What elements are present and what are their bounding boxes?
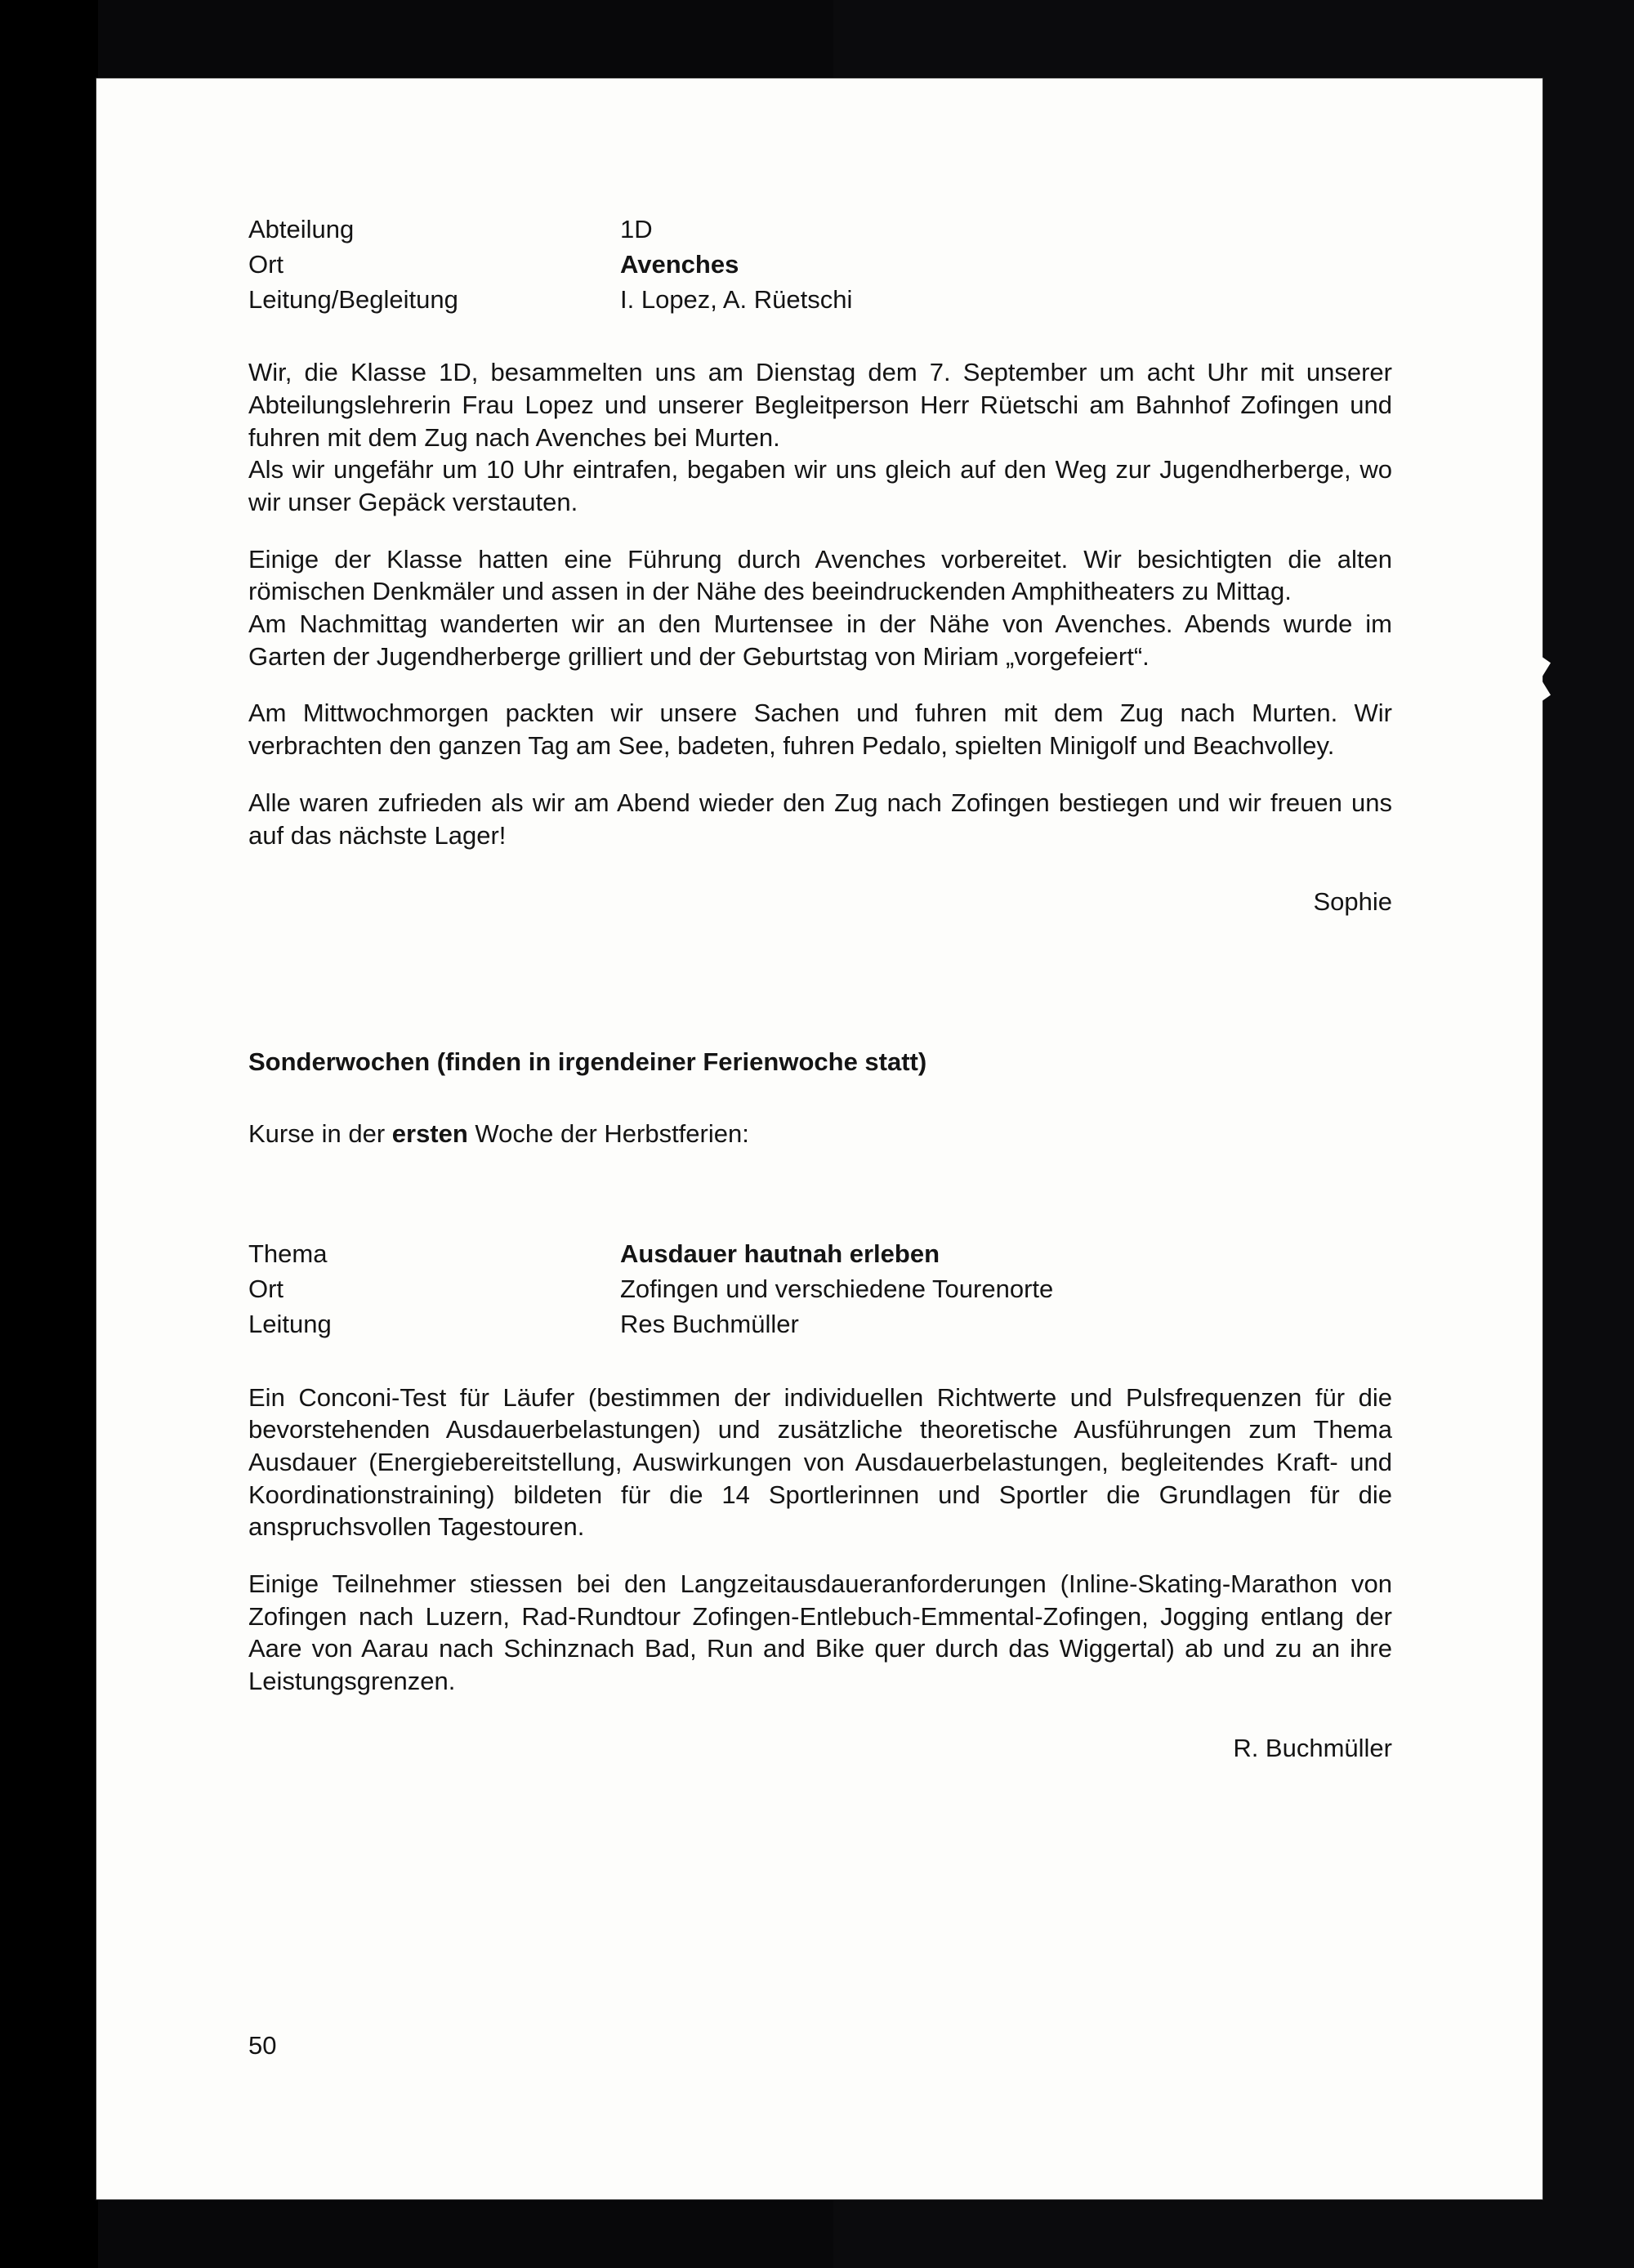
meta-label: Leitung [248,1309,332,1338]
lead-paragraph [248,1119,1392,1149]
meta-value: Zofingen und verschiedene Tourenorte [620,1274,1054,1303]
page-content [248,214,1392,1763]
table-row [248,1239,1392,1274]
paragraph: Einige Teilnehmer stiessen bei den Langzeitausdaueranforderungen (Inline-Skating-Marathon von Zofingen nach Luzern, Rad-Rundtour Zofingen-Entlebuch-Emmental-Zofingen, Jogging entlang der Aare von Aarau nach Schinznach Bad, Run and Bike quer durch das Wiggertal) ab und zu an ihre Leistungsgrenzen. [248,1569,1392,1695]
table-row [248,1309,1392,1344]
report-meta-table-1 [248,214,1392,319]
meta-label: Abteilung [248,215,355,243]
section-heading: Sonderwochen (finden in irgendeiner Ferienwoche statt) [248,1047,927,1077]
meta-label: Thema [248,1239,328,1269]
signature: Sophie [1313,887,1392,917]
signature: R. Buchmüller [1233,1733,1392,1762]
table-row [248,249,1392,284]
meta-value: Ausdauer hautnah erleben [620,1239,940,1269]
paragraph: Am Mittwochmorgen packten wir unsere Sachen und fuhren mit dem Zug nach Murten. Wir verbrachten den ganzen Tag am See, badeten, fuhren Pedalo, spielten Minigolf und Beachvolley. [248,699,1392,761]
scan-left-margin [0,0,98,2268]
meta-value: Res Buchmüller [620,1309,799,1338]
table-row [248,214,1392,249]
meta-value: I. Lopez, A. Rüetschi [620,284,853,314]
paragraph: Ein Conconi-Test für Läufer (bestimmen der individuellen Richtwerte und Pulsfrequenzen für die bevorstehenden Ausdauerbelastungen) und zusätzliche theoretische Ausführungen zum Thema Ausdauer (Energiebereitstellung, Auswirkungen von Ausdauerbelastungen, begleitendes Kraft- und Koordinationstraining) bildeten für die 14 Sportlerinnen und Sportler die Grundlagen für die anspruchsvollen Tagestouren. [248,1382,1392,1542]
paragraph: Einige der Klasse hatten eine Führung durch Avenches vorbereitet. Wir besichtigten die alten römischen Denkmäler und assen in der Nähe des beeindruckenden Amphitheaters zu Mittag. [248,544,1392,606]
paragraph: Wir, die Klasse 1D, besammelten uns am Dienstag dem 7. September um acht Uhr mit unserer Abteilungslehrerin Frau Lopez und unserer Begleitperson Herr Rüetschi am Bahnhof Zofingen und fuhren mit dem Zug nach Avenches bei Murten. [248,358,1392,452]
paragraph: Als wir ungefähr um 10 Uhr eintrafen, begaben wir uns gleich auf den Weg zur Jugendherberge, wo wir unser Gepäck verstauten. [248,455,1392,517]
paragraph: Alle waren zufrieden als wir am Abend wieder den Zug nach Zofingen bestiegen und wir freuen uns auf das nächste Lager! [248,788,1392,850]
table-row [248,1274,1392,1309]
report-meta-table-2 [248,1239,1392,1343]
paragraph: Am Nachmittag wanderten wir an den Murtensee in der Nähe von Avenches. Abends wurde im Garten der Jugendherberge grilliert und der Geburtstag von Miriam „vorgefeiert“. [248,609,1392,671]
lead-emphasis: ersten [391,1119,468,1149]
meta-label: Ort [248,1274,284,1303]
meta-label: Leitung/Begleitung [248,284,458,314]
meta-value: 1D [620,215,653,243]
table-row [248,284,1392,319]
meta-value: Avenches [620,249,739,279]
document-page [96,78,1542,2199]
page-number: 50 [248,2031,277,2060]
lead-prefix: Kurse in der [248,1119,392,1149]
lead-suffix: Woche der Herbstferien: [467,1119,749,1149]
meta-label: Ort [248,249,284,279]
